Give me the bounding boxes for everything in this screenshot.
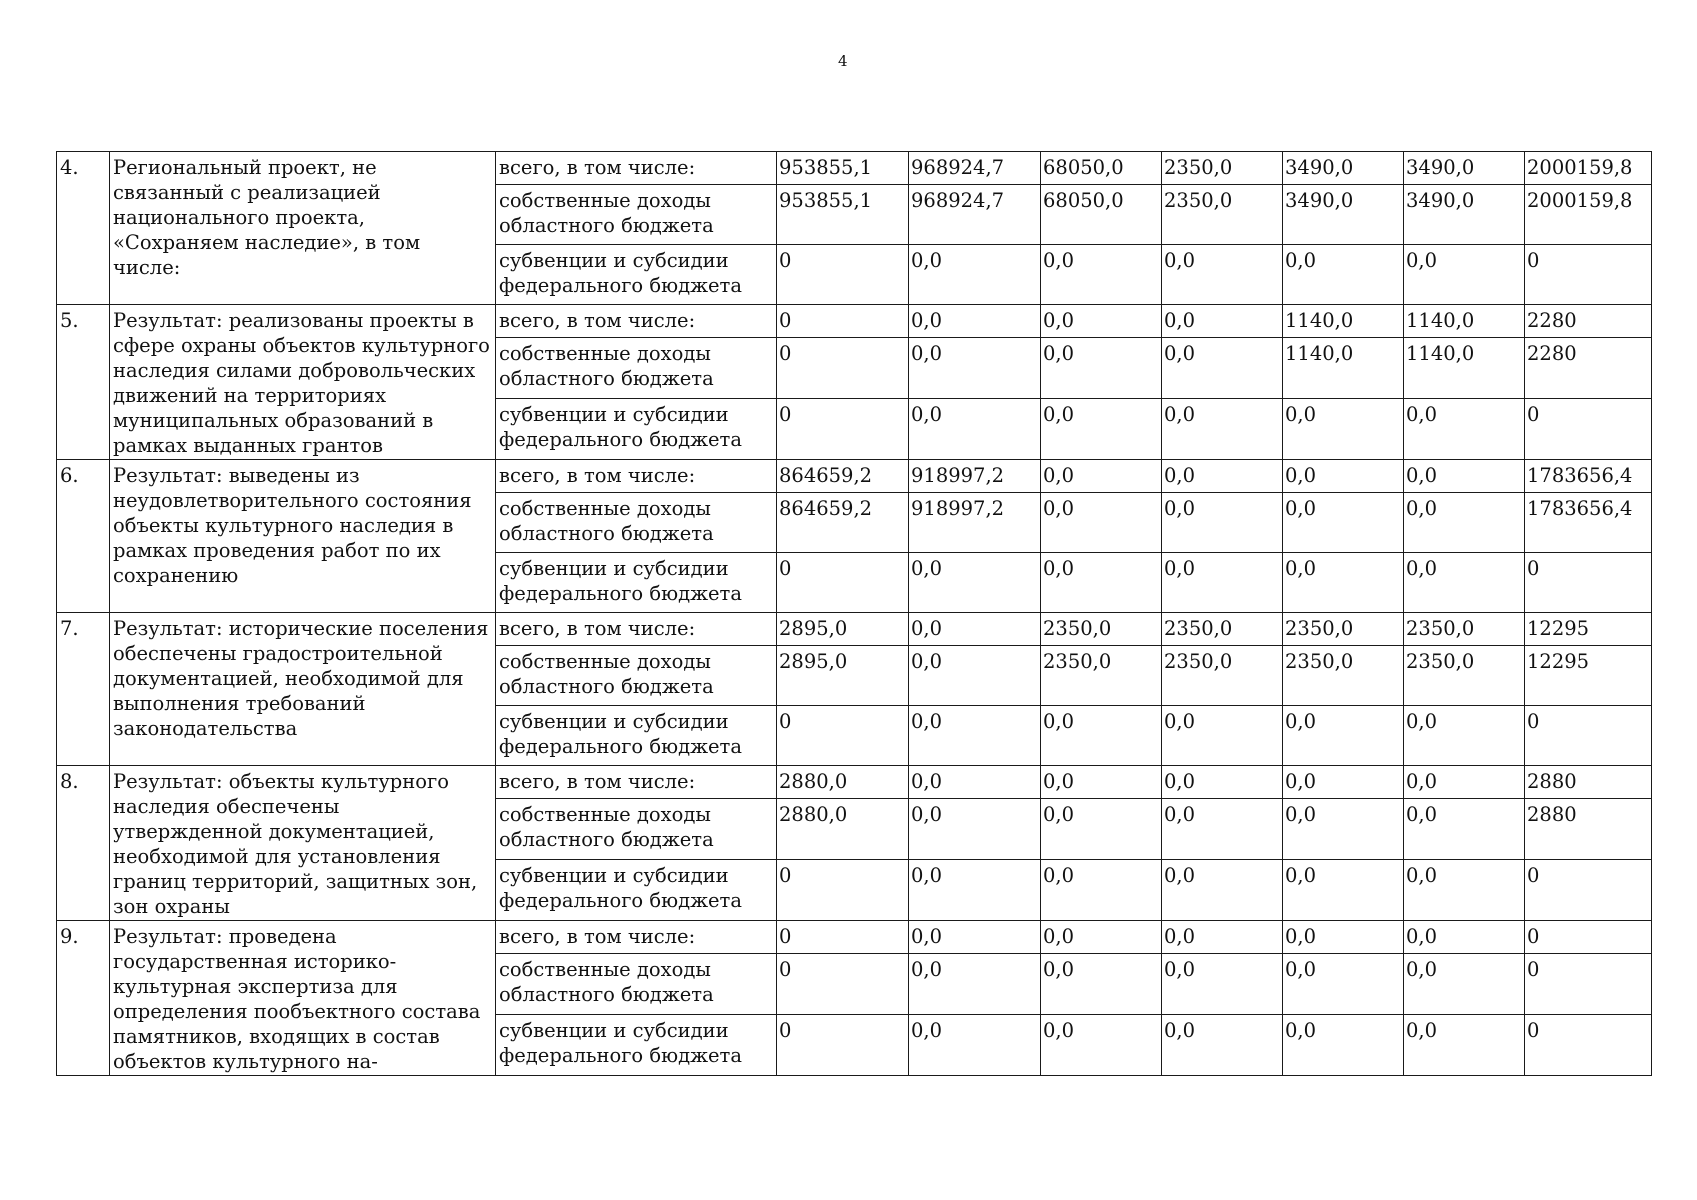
value-col-total: 0 — [1525, 706, 1652, 766]
value-col-total: 2880 — [1525, 766, 1652, 799]
value-col-6: 0,0 — [1404, 954, 1525, 1015]
funding-source-label: субвенции и субсидии федерального бюджета — [496, 1015, 777, 1076]
value-col-1: 0 — [777, 338, 909, 399]
value-col-6: 0,0 — [1404, 766, 1525, 799]
value-col-5: 1140,0 — [1283, 338, 1404, 399]
table-row-total — [57, 152, 1652, 185]
section-index: 4. — [57, 152, 110, 305]
value-col-2: 918997,2 — [909, 460, 1041, 493]
value-col-6: 1140,0 — [1404, 338, 1525, 399]
table-row-total — [57, 305, 1652, 338]
value-col-1: 864659,2 — [777, 460, 909, 493]
budget-table — [56, 151, 1652, 1076]
funding-source-label: субвенции и субсидии федерального бюджета — [496, 553, 777, 613]
value-col-5: 0,0 — [1283, 799, 1404, 860]
value-col-5: 3490,0 — [1283, 185, 1404, 245]
value-col-1: 2880,0 — [777, 766, 909, 799]
value-col-4: 0,0 — [1162, 460, 1283, 493]
funding-source-label: всего, в том числе: — [496, 921, 777, 954]
value-col-1: 0 — [777, 305, 909, 338]
value-col-4: 0,0 — [1162, 493, 1283, 553]
value-col-2: 0,0 — [909, 860, 1041, 921]
value-col-total: 2280 — [1525, 338, 1652, 399]
value-col-1: 0 — [777, 954, 909, 1015]
table-row-total — [57, 766, 1652, 799]
value-col-total: 2280 — [1525, 305, 1652, 338]
value-col-1: 2880,0 — [777, 799, 909, 860]
value-col-6: 2350,0 — [1404, 646, 1525, 706]
value-col-6: 2350,0 — [1404, 613, 1525, 646]
section-index: 6. — [57, 460, 110, 613]
value-col-5: 0,0 — [1283, 399, 1404, 460]
value-col-3: 0,0 — [1041, 1015, 1162, 1076]
funding-source-label: субвенции и субсидии федерального бюджета — [496, 860, 777, 921]
value-col-2: 0,0 — [909, 338, 1041, 399]
value-col-2: 0,0 — [909, 553, 1041, 613]
value-col-total: 0 — [1525, 921, 1652, 954]
value-col-total: 1783656,4 — [1525, 493, 1652, 553]
value-col-6: 0,0 — [1404, 706, 1525, 766]
value-col-2: 0,0 — [909, 399, 1041, 460]
value-col-total: 0 — [1525, 399, 1652, 460]
value-col-3: 0,0 — [1041, 860, 1162, 921]
value-col-3: 0,0 — [1041, 921, 1162, 954]
value-col-5: 0,0 — [1283, 553, 1404, 613]
value-col-3: 68050,0 — [1041, 185, 1162, 245]
value-col-total: 1783656,4 — [1525, 460, 1652, 493]
value-col-4: 0,0 — [1162, 399, 1283, 460]
value-col-4: 0,0 — [1162, 338, 1283, 399]
funding-source-label: всего, в том числе: — [496, 613, 777, 646]
value-col-total: 0 — [1525, 1015, 1652, 1076]
funding-source-label: всего, в том числе: — [496, 766, 777, 799]
value-col-4: 0,0 — [1162, 305, 1283, 338]
value-col-3: 0,0 — [1041, 706, 1162, 766]
value-col-1: 953855,1 — [777, 185, 909, 245]
value-col-total: 0 — [1525, 553, 1652, 613]
section-index: 9. — [57, 921, 110, 1076]
value-col-4: 0,0 — [1162, 1015, 1283, 1076]
value-col-4: 2350,0 — [1162, 646, 1283, 706]
section-title: Результат: реализованы проекты в сфере охраны объектов культурного наследия силами добровольческих движений на территориях муниципальных образований в рамках выданных грантов — [110, 305, 496, 460]
value-col-3: 0,0 — [1041, 766, 1162, 799]
value-col-5: 0,0 — [1283, 245, 1404, 305]
value-col-6: 3490,0 — [1404, 152, 1525, 185]
funding-source-label: всего, в том числе: — [496, 460, 777, 493]
value-col-1: 0 — [777, 706, 909, 766]
value-col-4: 2350,0 — [1162, 185, 1283, 245]
value-col-total: 2880 — [1525, 799, 1652, 860]
value-col-5: 1140,0 — [1283, 305, 1404, 338]
table-row-total — [57, 921, 1652, 954]
section-title: Региональный проект, не связанный с реализацией национального проекта, «Сохраняем наследие», в том числе: — [110, 152, 496, 305]
value-col-3: 0,0 — [1041, 954, 1162, 1015]
value-col-6: 1140,0 — [1404, 305, 1525, 338]
value-col-6: 0,0 — [1404, 1015, 1525, 1076]
value-col-1: 0 — [777, 1015, 909, 1076]
value-col-6: 0,0 — [1404, 860, 1525, 921]
value-col-1: 0 — [777, 553, 909, 613]
funding-source-label: всего, в том числе: — [496, 152, 777, 185]
page-number: 4 — [838, 52, 848, 70]
value-col-1: 0 — [777, 860, 909, 921]
value-col-4: 0,0 — [1162, 245, 1283, 305]
table-row-total — [57, 460, 1652, 493]
section-index: 5. — [57, 305, 110, 460]
value-col-3: 0,0 — [1041, 305, 1162, 338]
value-col-6: 0,0 — [1404, 399, 1525, 460]
funding-source-label: собственные доходы областного бюджета — [496, 185, 777, 245]
value-col-6: 0,0 — [1404, 493, 1525, 553]
value-col-5: 0,0 — [1283, 921, 1404, 954]
value-col-4: 0,0 — [1162, 954, 1283, 1015]
value-col-2: 968924,7 — [909, 152, 1041, 185]
funding-source-label: собственные доходы областного бюджета — [496, 954, 777, 1015]
value-col-3: 0,0 — [1041, 493, 1162, 553]
value-col-1: 0 — [777, 921, 909, 954]
section-title: Результат: объекты культурного наследия обеспечены утвержденной документацией, необходимой для установления границ территорий, защитных зон, зон охраны — [110, 766, 496, 921]
value-col-2: 918997,2 — [909, 493, 1041, 553]
value-col-6: 3490,0 — [1404, 185, 1525, 245]
value-col-2: 0,0 — [909, 305, 1041, 338]
value-col-2: 0,0 — [909, 1015, 1041, 1076]
value-col-6: 0,0 — [1404, 799, 1525, 860]
value-col-6: 0,0 — [1404, 553, 1525, 613]
funding-source-label: всего, в том числе: — [496, 305, 777, 338]
table-row-total — [57, 613, 1652, 646]
value-col-5: 3490,0 — [1283, 152, 1404, 185]
value-col-2: 968924,7 — [909, 185, 1041, 245]
value-col-4: 2350,0 — [1162, 152, 1283, 185]
value-col-4: 0,0 — [1162, 766, 1283, 799]
value-col-4: 0,0 — [1162, 799, 1283, 860]
section-title: Результат: выведены из неудовлетворительного состояния объекты культурного наследия в рамках проведения работ по их сохранению — [110, 460, 496, 613]
section-title: Результат: проведена государственная историко-культурная экспертиза для определения пообъектного состава памятников, входящих в состав объектов культурного на- — [110, 921, 496, 1076]
value-col-5: 0,0 — [1283, 860, 1404, 921]
value-col-4: 0,0 — [1162, 706, 1283, 766]
value-col-3: 0,0 — [1041, 245, 1162, 305]
value-col-2: 0,0 — [909, 921, 1041, 954]
value-col-total: 0 — [1525, 954, 1652, 1015]
value-col-5: 0,0 — [1283, 706, 1404, 766]
value-col-3: 0,0 — [1041, 460, 1162, 493]
value-col-3: 0,0 — [1041, 399, 1162, 460]
value-col-4: 2350,0 — [1162, 613, 1283, 646]
value-col-2: 0,0 — [909, 646, 1041, 706]
value-col-2: 0,0 — [909, 954, 1041, 1015]
value-col-5: 0,0 — [1283, 954, 1404, 1015]
value-col-1: 864659,2 — [777, 493, 909, 553]
value-col-1: 2895,0 — [777, 613, 909, 646]
value-col-total: 0 — [1525, 245, 1652, 305]
value-col-3: 0,0 — [1041, 553, 1162, 613]
funding-source-label: субвенции и субсидии федерального бюджета — [496, 706, 777, 766]
funding-source-label: субвенции и субсидии федерального бюджета — [496, 399, 777, 460]
value-col-3: 0,0 — [1041, 799, 1162, 860]
section-title: Результат: исторические поселения обеспечены градостроительной документацией, необходимой для выполнения требований законодательства — [110, 613, 496, 766]
value-col-2: 0,0 — [909, 799, 1041, 860]
value-col-6: 0,0 — [1404, 460, 1525, 493]
funding-source-label: собственные доходы областного бюджета — [496, 799, 777, 860]
value-col-6: 0,0 — [1404, 245, 1525, 305]
value-col-5: 0,0 — [1283, 493, 1404, 553]
value-col-2: 0,0 — [909, 245, 1041, 305]
section-index: 8. — [57, 766, 110, 921]
value-col-5: 0,0 — [1283, 1015, 1404, 1076]
value-col-1: 0 — [777, 245, 909, 305]
value-col-2: 0,0 — [909, 706, 1041, 766]
value-col-total: 12295 — [1525, 613, 1652, 646]
value-col-total: 12295 — [1525, 646, 1652, 706]
value-col-2: 0,0 — [909, 613, 1041, 646]
value-col-total: 2000159,8 — [1525, 185, 1652, 245]
value-col-total: 0 — [1525, 860, 1652, 921]
value-col-total: 2000159,8 — [1525, 152, 1652, 185]
value-col-1: 2895,0 — [777, 646, 909, 706]
value-col-6: 0,0 — [1404, 921, 1525, 954]
value-col-5: 0,0 — [1283, 460, 1404, 493]
funding-source-label: собственные доходы областного бюджета — [496, 338, 777, 399]
value-col-3: 2350,0 — [1041, 646, 1162, 706]
value-col-3: 0,0 — [1041, 338, 1162, 399]
funding-source-label: субвенции и субсидии федерального бюджета — [496, 245, 777, 305]
value-col-5: 0,0 — [1283, 766, 1404, 799]
value-col-4: 0,0 — [1162, 860, 1283, 921]
funding-source-label: собственные доходы областного бюджета — [496, 646, 777, 706]
value-col-1: 0 — [777, 399, 909, 460]
value-col-3: 2350,0 — [1041, 613, 1162, 646]
value-col-3: 68050,0 — [1041, 152, 1162, 185]
value-col-1: 953855,1 — [777, 152, 909, 185]
value-col-4: 0,0 — [1162, 921, 1283, 954]
value-col-2: 0,0 — [909, 766, 1041, 799]
value-col-5: 2350,0 — [1283, 613, 1404, 646]
value-col-5: 2350,0 — [1283, 646, 1404, 706]
section-index: 7. — [57, 613, 110, 766]
funding-source-label: собственные доходы областного бюджета — [496, 493, 777, 553]
value-col-4: 0,0 — [1162, 553, 1283, 613]
budget-table-body — [57, 152, 1652, 1076]
